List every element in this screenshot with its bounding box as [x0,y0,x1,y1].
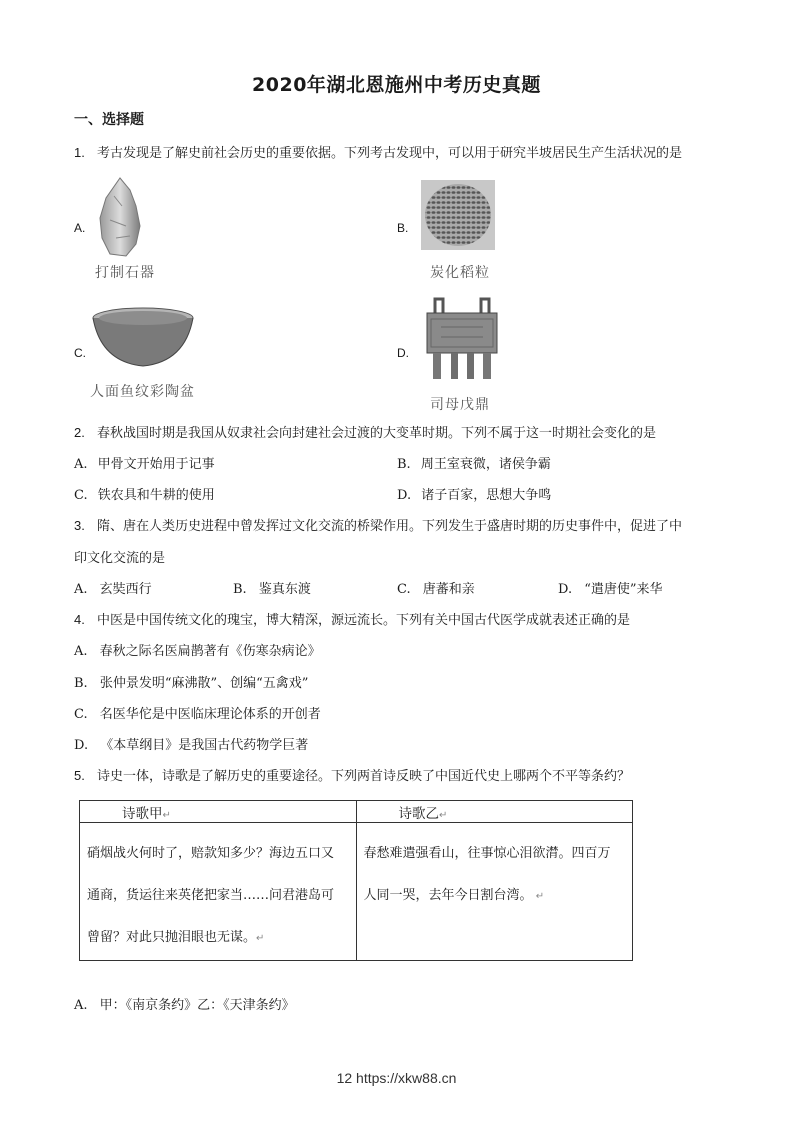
option-text: 铁农具和牛耕的使用 [97,488,215,503]
q2-option-b [397,453,551,472]
poem-a-line: 通商，货运往来英佬把家当……问君港岛可 [87,888,335,903]
caption-a: 打制石器 [95,265,155,281]
question-text-line-2: 印文化交流的是 [74,551,166,566]
poem-b-line: 人同一哭，去年今日割台湾。 ↵ [363,888,545,903]
caption-c: 人面鱼纹彩陶盆 [90,384,195,400]
poem-cell-a [80,823,357,961]
poem-a-line: 曾留？对此只抛泪眼也无谋。↵ [87,930,265,945]
caption-b: 炭化稻粒 [430,265,490,281]
option-letter: B. [233,582,247,597]
question-1 [74,142,682,161]
question-number: 4. [74,612,85,627]
question-text: 中医是中国传统文化的瑰宝，博大精深，源远流长。下列有关中国古代医学成就表述正确的是 [96,613,630,628]
poem-b-line: 春愁难遣强看山，往事惊心泪欲潸。四百万 [363,846,611,861]
option-letter: D. [558,582,573,597]
pottery-basin-icon [91,306,195,374]
q3-option-b [233,578,311,597]
question-number: 1. [74,145,85,160]
q2-option-c [74,484,215,503]
option-letter: C. [397,582,411,597]
option-text: 春秋之际名医扁鹊著有《伤寒杂病论》 [99,644,321,659]
question-number: 3. [74,518,85,533]
rice-grains-icon [421,180,495,254]
option-letter: A. [74,457,88,472]
option-letter: D. [74,738,89,753]
option-text: 甲骨文开始用于记事 [97,457,215,472]
option-letter: A. [74,644,88,659]
stone-tool-icon [96,176,146,262]
question-text: 考古发现是了解史前社会历史的重要依据。下列考古发现中，可以用于研究半坡居民生产生活状况的是 [96,146,682,161]
option-text: 唐蕃和亲 [422,582,475,597]
question-text: 诗史一体，诗歌是了解历史的重要途径。下列两首诗反映了中国近代史上哪两个不平等条约？ [96,769,630,784]
poem-a-line: 硝烟战火何时了，赔款知多少？海边五口又 [87,846,335,861]
option-text: 玄奘西行 [99,582,152,597]
option-text: 名医华佗是中医临床理论体系的开创者 [99,707,321,722]
option-letter: D. [397,488,412,503]
q4-option-b [74,672,308,691]
q3-option-c [397,578,475,597]
option-text: 甲：《南京条约》乙：《天津条约》 [99,998,295,1013]
question-3 [74,515,682,534]
question-5 [74,765,630,784]
option-letter: C. [74,488,88,503]
q5-option-a [74,994,295,1013]
question-4 [74,609,630,628]
option-letter: C. [74,707,88,722]
option-text: “遣唐使”来华 [584,582,663,597]
bronze-ding-icon [421,297,503,389]
q2-option-d [397,484,551,503]
poem-header-a: 诗歌甲↵ [80,801,357,823]
poem-cell-b [356,823,633,961]
q3-option-d [558,578,663,597]
option-letter: B. [74,676,88,691]
question-number: 5. [74,768,85,783]
poem-header-b: 诗歌乙↵ [356,801,633,823]
option-letter-b: B. [397,221,409,235]
option-letter: A. [74,582,88,597]
option-letter: B. [397,457,411,472]
q2-option-a [74,453,215,472]
page-title: 2020年湖北恩施州中考历史真题 [252,74,541,96]
option-letter-c: C. [74,346,86,360]
option-text: 鉴真东渡 [258,582,311,597]
question-number: 2. [74,425,85,440]
question-text-line-1: 隋、唐在人类历史进程中曾发挥过文化交流的桥梁作用。下列发生于盛唐时期的历史事件中，促进了中 [96,519,682,534]
q4-option-c [74,703,321,722]
section-heading: 一、选择题 [74,112,144,128]
q4-option-a [74,640,321,659]
option-letter: A. [74,998,88,1013]
option-text: 张仲景发明“麻沸散”、创编“五禽戏” [99,676,309,691]
caption-d: 司母戊鼎 [430,397,490,413]
q3-option-a [74,578,152,597]
option-text: 周王室衰微，诸侯争霸 [420,457,551,472]
question-text: 春秋战国时期是我国从奴隶社会向封建社会过渡的大变革时期。下列不属于这一时期社会变化的是 [96,426,656,441]
option-letter-a: A. [74,221,86,235]
q4-option-d [74,734,308,753]
question-2 [74,422,656,441]
option-text: 《本草纲目》是我国古代药物学巨著 [100,738,309,753]
option-letter-d: D. [397,346,409,360]
poem-table [79,800,633,961]
option-text: 诸子百家，思想大争鸣 [421,488,552,503]
page-footer: 12 https://xkw88.cn [336,1070,457,1086]
